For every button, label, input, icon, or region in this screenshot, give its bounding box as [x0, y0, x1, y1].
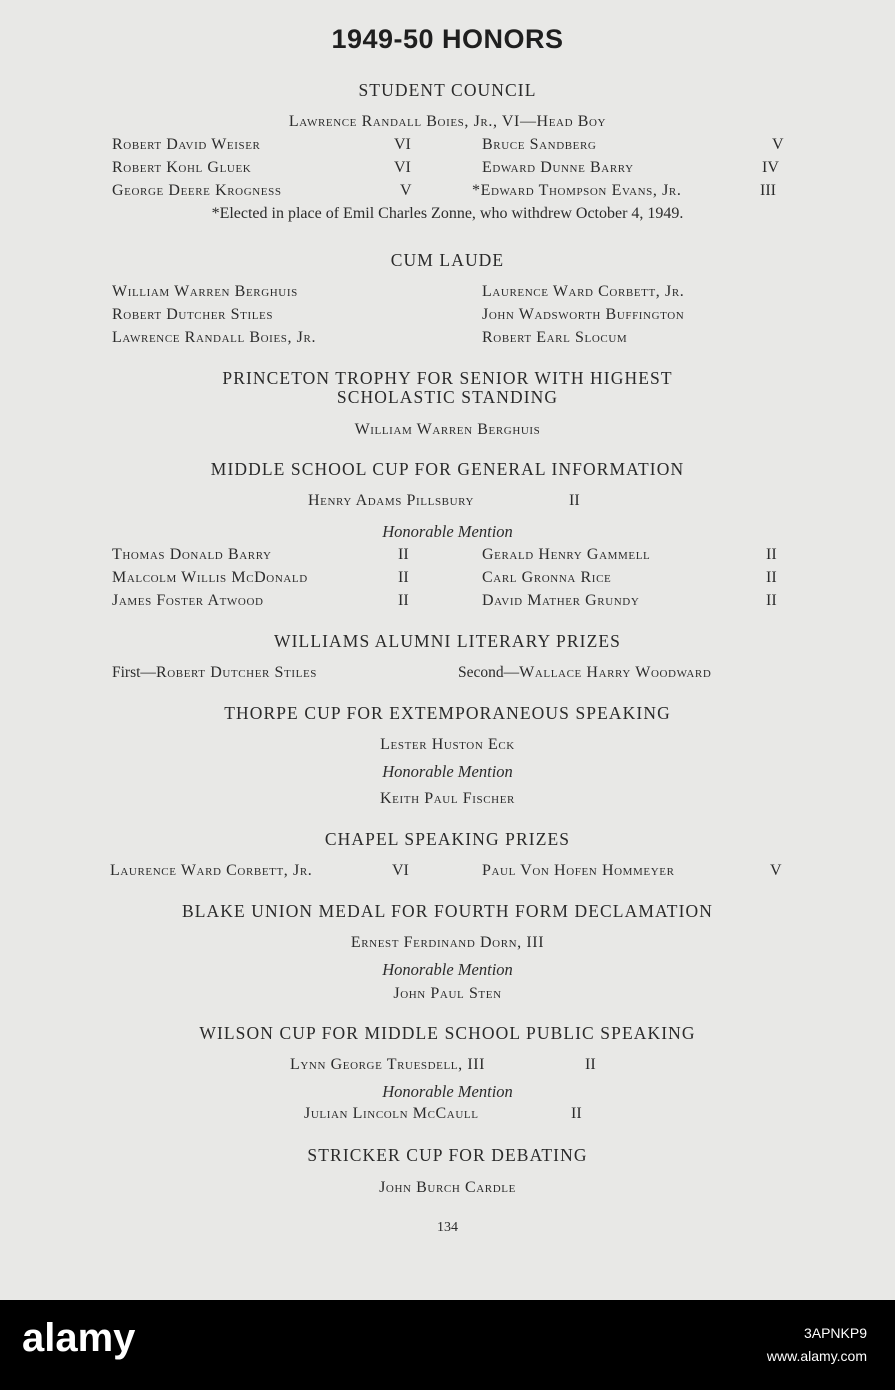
- cum-laude-name: Lawrence Randall Boies, Jr.: [112, 329, 317, 346]
- cum-laude-name: Robert Earl Slocum: [482, 329, 628, 346]
- image-id: 3APNKP9: [803, 1325, 867, 1341]
- cum-laude-heading: CUM LAUDE: [390, 250, 505, 270]
- honorable-mention-label: Honorable Mention: [382, 762, 513, 781]
- williams-first: [112, 664, 317, 682]
- blake-hm-name: John Paul Sten: [393, 985, 502, 1002]
- council-name: Edward Dunne Barry: [482, 159, 634, 176]
- council-name: Bruce Sandberg: [482, 136, 597, 153]
- thorpe-heading: THORPE CUP FOR EXTEMPORANEOUS SPEAKING: [224, 703, 671, 723]
- council-name: Robert David Weiser: [112, 136, 261, 153]
- blake-winner: Ernest Ferdinand Dorn, III: [350, 934, 545, 951]
- princeton-heading-line2: SCHOLASTIC STANDING: [336, 387, 559, 407]
- williams-second: [458, 664, 711, 682]
- council-form: VI: [394, 159, 411, 176]
- wilson-heading: WILSON CUP FOR MIDDLE SCHOOL PUBLIC SPEAKING: [199, 1023, 696, 1043]
- wilson-winner-form: II: [585, 1056, 596, 1073]
- council-form: III: [760, 182, 776, 199]
- honorable-mention-label: Honorable Mention: [382, 1082, 513, 1101]
- image-info: [767, 1322, 867, 1368]
- stricker-heading: STRICKER CUP FOR DEBATING: [307, 1145, 588, 1165]
- cum-laude-name: John Wadsworth Buffington: [482, 306, 685, 323]
- alamy-logo: alamy: [22, 1316, 136, 1360]
- second-winner: Wallace Harry Woodward: [519, 664, 712, 681]
- council-name: Robert Kohl Gluek: [112, 159, 252, 176]
- first-winner: Robert Dutcher Stiles: [155, 664, 317, 681]
- chapel-form: VI: [392, 862, 409, 879]
- honorable-mention-label: Honorable Mention: [382, 522, 513, 541]
- princeton-heading: PRINCETON TROPHY FOR SENIOR WITH HIGHEST: [222, 368, 673, 388]
- cum-laude-name: Laurence Ward Corbett, Jr.: [482, 283, 685, 300]
- council-footnote: *Elected in place of Emil Charles Zonne, who withdrew October 4, 1949.: [211, 205, 684, 222]
- stricker-winner: John Burch Cardle: [379, 1179, 516, 1196]
- hm-form: II: [766, 592, 777, 609]
- williams-heading: WILLIAMS ALUMNI LITERARY PRIZES: [274, 631, 621, 651]
- hm-form: II: [766, 546, 777, 563]
- site-url: www.alamy.com: [766, 1348, 867, 1364]
- council-form: IV: [762, 159, 779, 176]
- wilson-winner: Lynn George Truesdell, III: [290, 1056, 486, 1073]
- page-title: 1949-50 HONORS: [331, 24, 564, 54]
- blake-heading: BLAKE UNION MEDAL FOR FOURTH FORM DECLAMATION: [181, 901, 713, 921]
- council-name: George Deere Krogness: [112, 182, 282, 199]
- hm-name: Gerald Henry Gammell: [482, 546, 651, 563]
- page-number: 134: [437, 1220, 458, 1235]
- wilson-hm-name: Julian Lincoln McCaull: [304, 1105, 479, 1122]
- cum-laude-name: Robert Dutcher Stiles: [112, 306, 274, 323]
- wilson-hm-form: II: [571, 1105, 582, 1122]
- hm-name: Malcolm Willis McDonald: [112, 569, 308, 586]
- cum-laude-name: William Warren Berghuis: [112, 283, 298, 300]
- middle-cup-heading: MIDDLE SCHOOL CUP FOR GENERAL INFORMATION: [210, 459, 685, 479]
- student-council-heading: STUDENT COUNCIL: [358, 80, 537, 100]
- hm-name: Thomas Donald Barry: [112, 546, 272, 563]
- first-label: First—: [112, 664, 156, 681]
- council-form: V: [772, 136, 784, 153]
- second-label: Second—: [458, 664, 520, 681]
- thorpe-hm-name: Keith Paul Fischer: [380, 790, 515, 807]
- princeton-winner: William Warren Berghuis: [354, 421, 541, 438]
- hm-form: II: [398, 592, 409, 609]
- council-form: VI: [394, 136, 411, 153]
- chapel-winner: Laurence Ward Corbett, Jr.: [110, 862, 313, 879]
- council-form: V: [400, 182, 412, 199]
- chapel-heading: CHAPEL SPEAKING PRIZES: [324, 829, 571, 849]
- hm-name: David Mather Grundy: [482, 592, 640, 609]
- hm-name: Carl Gronna Rice: [482, 569, 612, 586]
- chapel-form: V: [770, 862, 782, 879]
- middle-cup-winner: Henry Adams Pillsbury: [308, 492, 475, 509]
- council-name: *Edward Thompson Evans, Jr.: [472, 182, 682, 199]
- chapel-winner: Paul Von Hofen Hommeyer: [482, 862, 675, 879]
- middle-cup-winner-form: II: [569, 492, 580, 509]
- hm-name: James Foster Atwood: [112, 592, 264, 609]
- watermark-banner: [0, 1300, 895, 1390]
- hm-form: II: [766, 569, 777, 586]
- head-boy-line: Lawrence Randall Boies, Jr., VI—Head Boy: [288, 113, 607, 130]
- honorable-mention-label: Honorable Mention: [382, 960, 513, 979]
- thorpe-winner: Lester Huston Eck: [380, 736, 515, 753]
- hm-form: II: [398, 546, 409, 563]
- hm-form: II: [398, 569, 409, 586]
